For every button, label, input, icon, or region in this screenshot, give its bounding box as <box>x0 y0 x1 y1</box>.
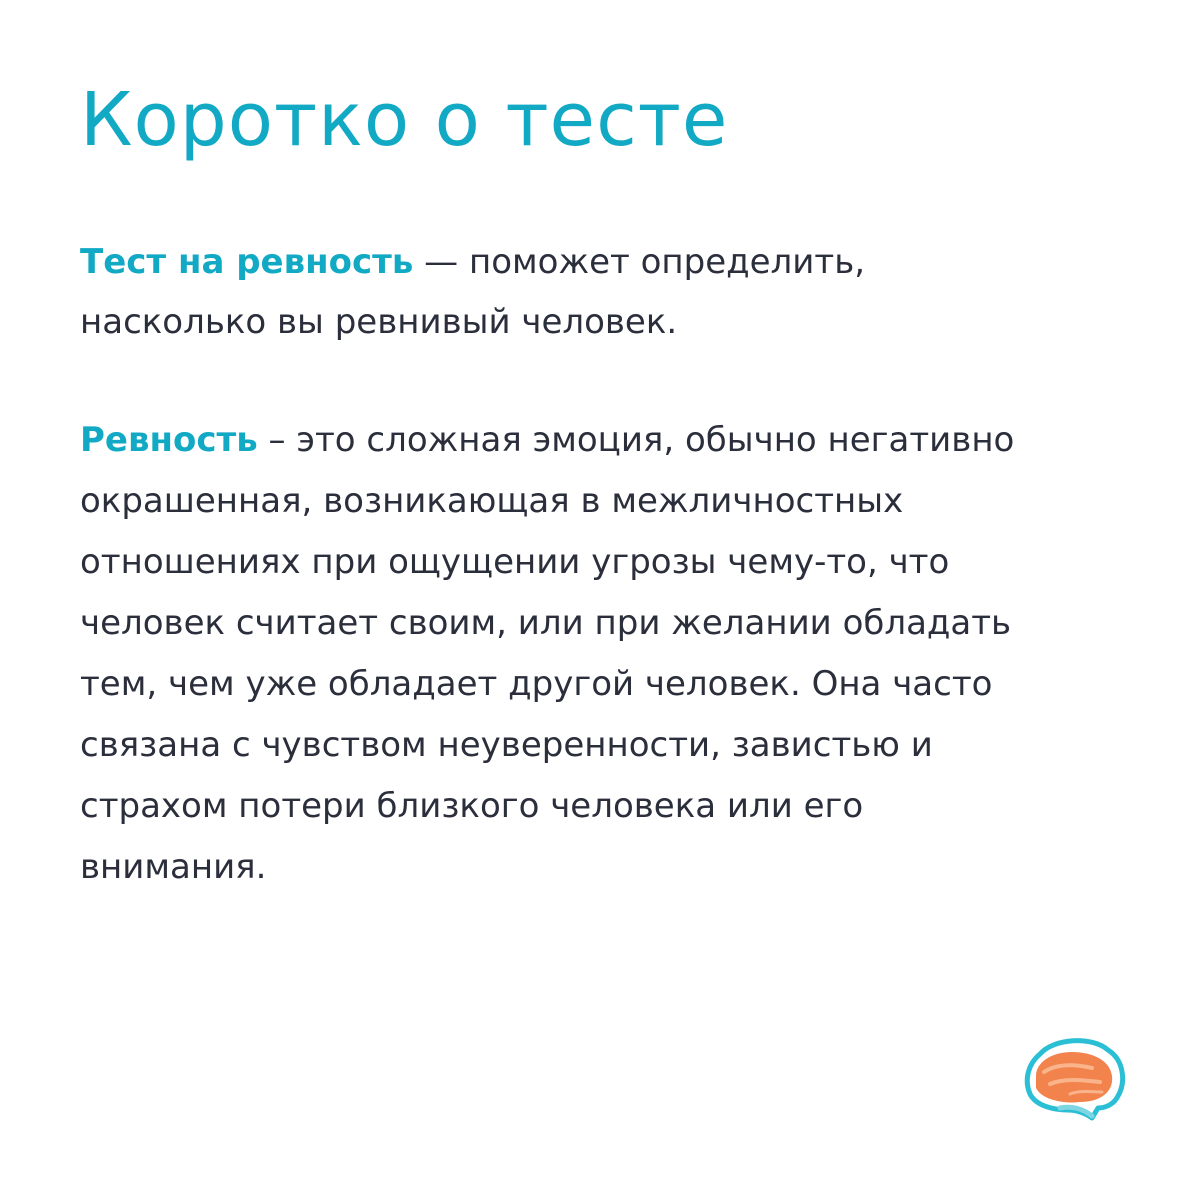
definition-line: связана с чувством неуверенности, завистью и <box>80 725 933 765</box>
intro-line-1-rest: — поможет определить, <box>413 242 866 282</box>
definition-line-1 <box>80 410 1140 471</box>
definition-line: окрашенная, возникающая в межличностных <box>80 481 904 521</box>
definition-line: отношениях при ощущении угрозы чему-то, что <box>80 542 950 582</box>
brain-logo-icon <box>1020 1036 1130 1126</box>
definition-line-1-rest: – это сложная эмоция, обычно негативно <box>257 420 1015 460</box>
definition-highlight: Ревность <box>80 420 258 460</box>
page-title: Коротко о тесте <box>80 77 729 163</box>
intro-paragraph <box>80 232 1140 352</box>
intro-highlight: Тест на ревность <box>80 242 414 282</box>
definition-line: страхом потери близкого человека или его <box>80 786 864 826</box>
intro-line-1 <box>80 232 1140 292</box>
definition-line: человек считает своим, или при желании обладать <box>80 603 1012 643</box>
definition-line: внимания. <box>80 847 267 887</box>
definition-paragraph <box>80 410 1140 898</box>
intro-line-2: насколько вы ревнивый человек. <box>80 302 678 342</box>
definition-line: тем, чем уже обладает другой человек. Она часто <box>80 664 993 704</box>
